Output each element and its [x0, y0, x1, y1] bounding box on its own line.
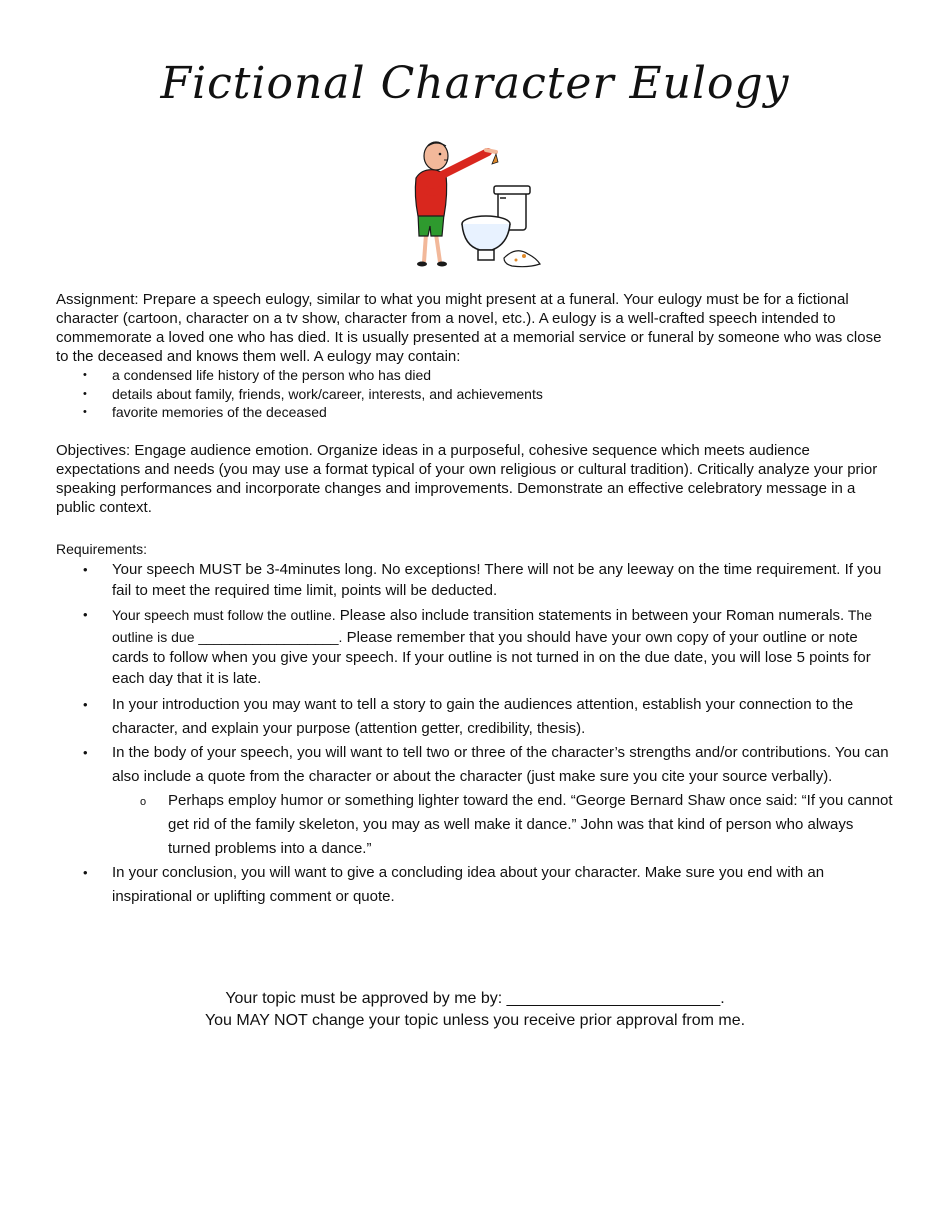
assignment-text: Assignment: Prepare a speech eulogy, similar to what you might present at a funeral. Your eulogy must be for a fictional character (cartoon, character on a tv show, character from a novel, etc.). A eulogy is a well-crafted speech intended to commemorate a loved one who has died. It is usually presented at a memorial service or funeral by someone who was close to the deceased and knows them well. A eulogy may contain: — [56, 291, 882, 365]
objectives-text: Objectives: Engage audience emotion. Organize ideas in a purposeful, cohesive sequence which meets audience expectations and needs (you may use a format typical of your own religious or cultural tradition). Critically analyze your prior speaking performances and incorporate changes and improvements. Demonstrate an effective celebratory message in a public context. — [56, 442, 878, 516]
requirement-item: • Your speech MUST be 3-4minutes long. No exceptions! There will not be any leeway on the time requirement. If you fail to meet the required time limit, points will be deducted. — [56, 560, 896, 601]
requirement-subitem: o Perhaps employ humor or something lighter toward the end. “George Bernard Shaw once said: “If you cannot get rid of the family skeleton, you may as well make it dance.” John was that kind of person who always turned problems into a dance.” — [56, 789, 896, 861]
requirement-item: • In your introduction you may want to tell a story to gain the audiences attention, establish your connection to the character, and explain your purpose (attention getter, credibility, thesis). — [56, 693, 896, 741]
requirement-text: Please also include transition statements in between your Roman numerals. — [335, 607, 845, 624]
objectives-section — [56, 441, 896, 517]
requirement-text: The outline is due __________________. — [112, 607, 872, 645]
list-item: • favorite memories of the deceased — [56, 403, 896, 422]
page-title: Fictional Character Eulogy — [160, 58, 790, 109]
requirement-text: Your speech must follow the outline. — [112, 607, 336, 623]
assignment-bullet-list — [56, 366, 896, 422]
requirements-heading: Requirements: — [56, 541, 148, 557]
list-item: • a condensed life history of the person who has died — [56, 366, 896, 385]
approval-deadline-line: Your topic must be approved by me by: ________________________. — [225, 990, 725, 1007]
boy-flushing-toilet-clipart — [400, 138, 550, 270]
requirements-list — [56, 560, 896, 909]
requirement-item — [56, 605, 896, 689]
requirement-item: • In your conclusion, you will want to give a concluding idea about your character. Make sure you end with an inspirational or uplifting comment or quote. — [56, 861, 896, 909]
assignment-section — [56, 290, 896, 422]
topic-change-notice: You MAY NOT change your topic unless you receive prior approval from me. — [204, 1012, 746, 1029]
approval-footer — [0, 988, 950, 1032]
requirement-text: Please remember that you should have your own copy of your outline or note cards to follow when you give your speech. If your outline is not turned in on the due date, you will lose 5 points for each day that it is late. — [112, 628, 871, 687]
requirement-item: • In the body of your speech, you will want to tell two or three of the character’s strengths and/or contributions. You can also include a quote from the character or about the character (just make sure you cite your source verbally). — [56, 741, 896, 789]
list-item: • details about family, friends, work/career, interests, and achievements — [56, 385, 896, 404]
